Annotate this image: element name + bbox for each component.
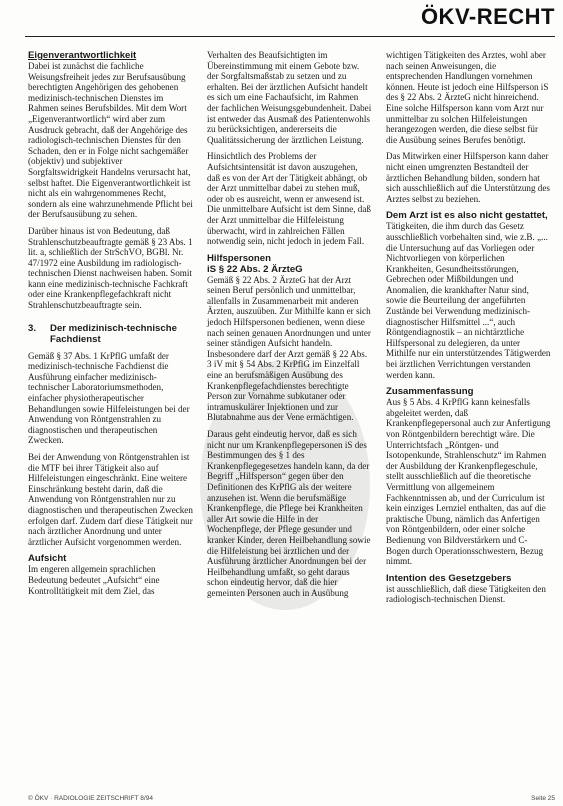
paragraph: Gemäß § 37 Abs. 1 KrPflG umfaßt der medizinisch-technische Fachdienst die Ausführung einfacher medizinisch-technischer Laboratoriumsmethoden, einfacher physiotherapeutischer Behandlungen sowie Hilfeleistungen bei der Anwendung von Röntgenstrahlen zu diagnostischen und therapeutischen Zwecken.: [28, 350, 190, 446]
footer-publication: © ÖKV · RADIOLOGIE ZEITSCHRIFT 8/94: [28, 795, 153, 802]
paragraph: Verhalten des Beaufsichtigten im Übereinstimmung mit einem Gebote bzw. der Sorgfaltsmaßstab zu setzen und zu erhalten. Bei der ärztlichen Aufsicht handelt es sich um eine Fachaufsicht, im Rahmen der fachlichen Weisungsgebundenheit. Dabei ist entweder das Ausmaß des Patientenwohls zu berücksichtigen, andererseits die Qualitätssicherung der ärztlichen Leistung.: [207, 50, 372, 145]
page-footer: [28, 795, 555, 802]
heading-hilfspersonen: Hilfspersonen: [207, 252, 271, 264]
heading-arzt-nicht-gestattet: Dem Arzt ist es also nicht gestattet,: [386, 210, 548, 222]
paragraph: wichtigen Tätigkeiten des Arztes, wohl aber nach seinen Anweisungen, die entsprechenden Handlungen vornehmen können. Heute ist jedoch eine Hilfsperson iS des § 22 Abs. 2 ÄrzteG nicht hinreichend. Eine solche Hilfsperson kann vom Arzt nur unmittelbar zu solchen Hilfeleistungen herangezogen werden, die diese selbst für die Ausübung seines Berufes benötigt.: [386, 50, 549, 145]
footer-page-number: Seite 25: [531, 795, 555, 802]
paragraph: Hinsichtlich des Problems der Aufsichtsintensität ist davon auszugehen, daß es von der Art der Tätigkeit abhängt, ob der Arzt unmittelbar dabei zu stehen muß, oder ob es ausreicht, wenn er anwesend ist. Die unmittelbare Aufsicht ist dem Sinne, daß der Arzt unmittelbar die Hilfeleistung überwacht, wird in zahlreichen Fällen notwendig sein, nicht jedoch in jedem Fall.: [207, 151, 371, 247]
heading-intention: Intention des Gesetzgebers: [386, 572, 512, 584]
paragraph: Gemäß § 22 Abs. 2 ÄrzteG hat der Arzt seinen Beruf persönlich und unmittelbar, allenfalls in Zusammenarbeit mit anderen Ärzten, auszuüben. Zur Mithilfe kann er sich jedoch Hilfspersonen bedienen, wenn diese nach seinen genauen Anordnungen und unter seiner ständigen Aufsicht handeln. Insbesondere darf der Arzt gemäß § 22 Abs. 3 iV mit § 54 Abs. 2 KrPflG im Einzelfall eine an berufsmäßigen Ausübung des Krankenpflegefachdienstes berechtigte Person zur Vornahme subkutaner oder intramuskulärer Injektionen und zur Blutabnahme aus der Vene ermächtigen.: [207, 274, 371, 423]
paragraph: Tätigkeiten, die ihm durch das Gesetz ausschließlich vorbehalten sind, wie z.B. „... die Untersuchung auf das Vorliegen oder Nichtvorliegen von körperlichen Krankheiten, Gesundheitsstörungen, Gebrechen oder Mißbildungen und Anomalien, die krankhafter Natur sind, sowie die Beurteilung der angeführten Zustände bei Verwendung medizinisch-diagnostischer Hilfsmittel ...“, auch Röntgendiagnostik – an nichtärztliche Hilfspersonal zu delegieren, da unter Mithilfe nur ein unterstützendes Tätigwerden bei ärztlichen Verrichtungen verstanden werden kann.: [386, 221, 551, 380]
paragraph: Aus § 5 Abs. 4 KrPflG kann keinesfalls abgeleitet werden, daß Krankenpflegepersonal auch zur Anfertigung von Röntgenbildern berechtigt wäre. Die Unterrichtsfach „Röntgen- und Isotopenkunde, Strahlenschutz“ im Rahmen der Ausbildung der Krankenpflegeschule, stellt ausschließlich auf die theoretische Vermittlung von allgemeinem Fachkenntnissen ab, und der Curriculum ist kein einziges Lernziel enthalten, das auf die praktische Übung, nämlich das Anfertigen von Röntgenbildern, oder einer solche Bedienung von Bildverstärkern und C-Bogen durch Operationsschwestern, Bezug nimmt.: [386, 397, 551, 567]
paragraph: Im engeren allgemein sprachlichen Bedeutung bedeutet „Aufsicht“ eine Kontrolltätigkeit mit dem Ziel, das: [28, 564, 160, 596]
column-2: [207, 50, 372, 605]
column-1: [28, 50, 193, 602]
paragraph: Darüber hinaus ist von Bedeutung, daß Strahlenschutzbeauftragte gemäß § 23 Abs. 1 lit. a, schließlich der StrSchVO, BGBl. Nr. 47/1972 eine Ausbildung im radiologisch-technischen Dienst nachweisen haben. Somit kann eine medizinisch-technische Fachkraft oder eine Krankenpflegefachkraft nicht Strahlenschutzbeauftragte sein.: [28, 225, 193, 311]
paragraph: Bei der Anwendung von Röntgenstrahlen ist die MTF bei ihrer Tätigkeit also auf Hilfeleistungen eingeschränkt. Eine weitere Einschränkung besteht darin, daß die Anwendung von Röntgenstrahlen nur zu diagnostischen und therapeutischen Zwecken erfolgen darf. Zudem darf diese Tätigkeit nur nach ärztlicher Anordnung und unter ärztlicher Aufsicht vorgenommen werden.: [28, 452, 193, 547]
section-number: 3.: [28, 322, 37, 334]
paragraph: ist ausschließlich, daß diese Tätigkeiten den radiologisch-technischen Dienst.: [386, 583, 546, 605]
section-heading: [28, 323, 193, 345]
heading-zusammenfassung: Zusammenfassung: [386, 386, 474, 398]
section-title: Der medizinisch-technische Fachdienst: [50, 322, 177, 345]
column-3: [386, 50, 551, 611]
heading-eigenverantwortlichkeit: Eigenverantwortlichkeit: [28, 50, 137, 61]
paragraph: Das Mitwirken einer Hilfsperson kann daher nicht einen umgrenzten Bestandteil der ärztlichen Behandlung bilden, sondern hat sich ausschließlich auf die Unterstützung des Arztes selbst zu beziehen.: [386, 151, 550, 204]
paragraph: Dabei ist zunächst die fachliche Weisungsfreiheit jedes zur Berufsausübung berechtigten Angehörigen des gehobenen medizinisch-technischen Dienstes im Rahmen seines Berufsbildes. Mit dem Wort „Eigenverantwortlich“ wird aber zum Ausdruck gebracht, daß der Angehörige des radiologisch-technischen Dienstes für den Schaden, den er in Folge nicht sachgemäßer (objektiv) und subjektiver Sorgfaltswidrigkeit Handelns verursacht hat, selbst haftet. Die Eigenverantwortlichkeit ist nicht als ein wahrgenommenes Recht, sondern als eine wahrzunehmende Pflicht bei der Berufsausübung zu sehen.: [28, 61, 193, 220]
paragraph: Daraus geht eindeutig hervor, daß es sich nicht nur um Krankenpflegepersonen iS des Bestimmungen des § 1 des Krankenpflegegesetzes handeln kann, da der Begriff „Hilfsperson“ gegen über den Definitionen des KrPflG als der weitere anzusehen ist. Wenn die berufsmäßige Krankenpflege, die Pflege bei Krankheiten aller Art sowie die Hilfe in der Wochenpflege, der Pflege gesunder und kranker Kinder, deren Heilbehandlung sowie die Hilfeleistung bei ärztlichen und der Ausführung ärztlicher Anordnungen bei der Heilbehandlung umfaßt, so geht daraus schon eindeutig hervor, daß die hier gemeinten Personen auch in Ausübung: [207, 429, 371, 598]
header-rule: [25, 36, 555, 37]
heading-paragraph-ref: iS § 22 Abs. 2 ÄrzteG: [207, 263, 303, 275]
page-title: ÖKV-RECHT: [420, 4, 555, 29]
heading-aufsicht: Aufsicht: [28, 553, 67, 565]
